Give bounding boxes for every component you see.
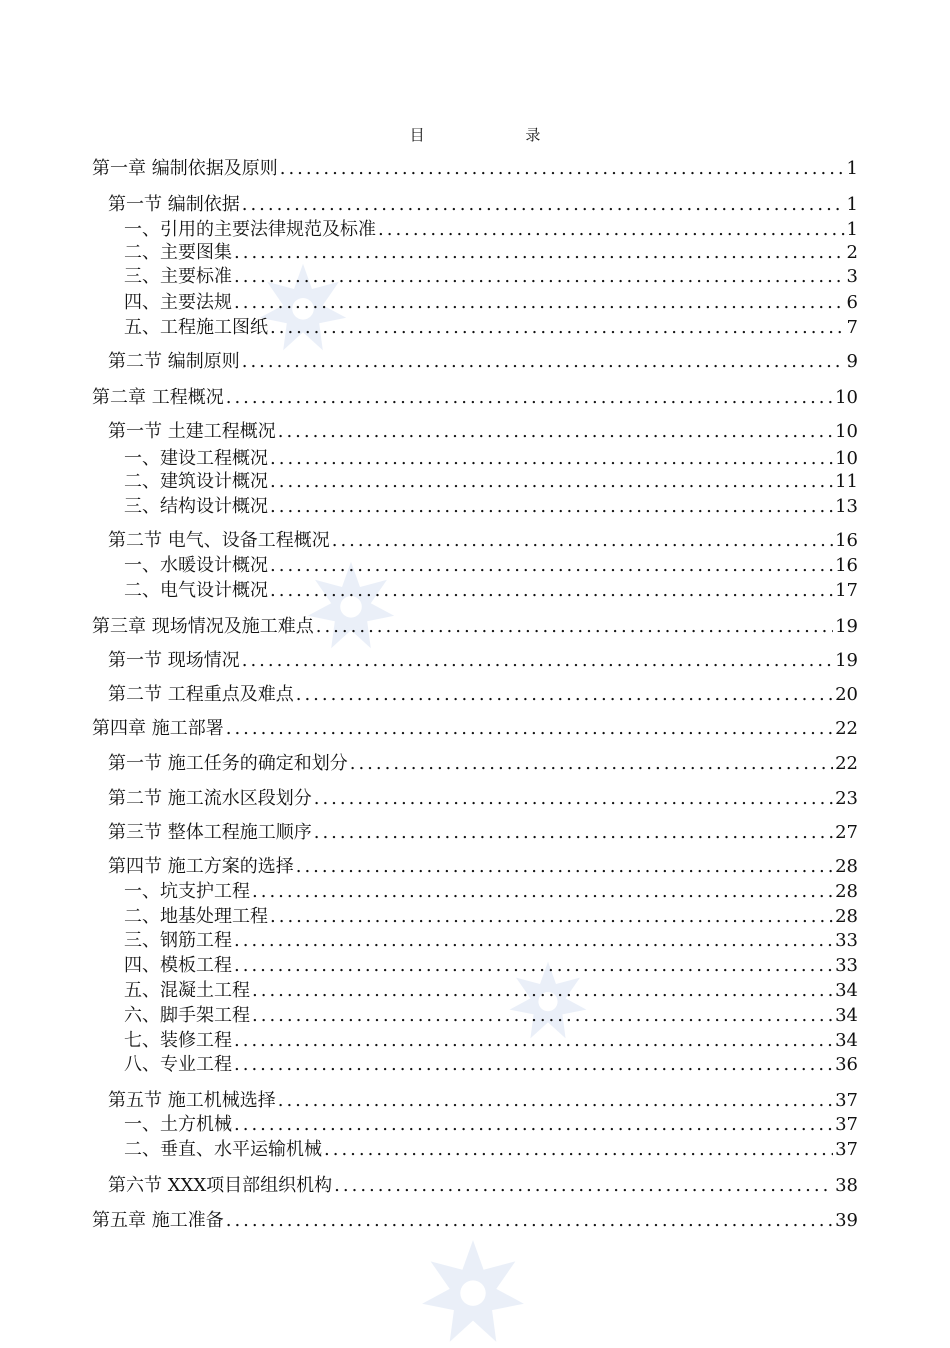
toc-entry-page-number: 28: [835, 856, 858, 877]
toc-entry-label: 一、水暖设计概况: [124, 555, 268, 576]
dot-leader: [270, 450, 833, 468]
toc-entry-label: 第一节 土建工程概况: [108, 421, 276, 442]
toc-entry-label: 第一节 现场情况: [108, 650, 240, 671]
toc-entry-page-number: 34: [835, 980, 858, 1001]
toc-entry-label: 五、混凝土工程: [124, 980, 250, 1001]
toc-entry-page-number: 39: [835, 1210, 858, 1231]
toc-entry-page-number: 10: [835, 387, 858, 408]
toc-entry-label: 二、电气设计概况: [124, 580, 268, 601]
toc-entry[interactable]: [108, 1177, 858, 1195]
toc-entry-page-number: 10: [835, 448, 858, 469]
toc-entry-label: 第六节 XXX项目部组织机构: [108, 1175, 333, 1196]
dot-leader: [234, 1056, 833, 1074]
toc-entry[interactable]: [108, 652, 858, 670]
dot-leader: [226, 389, 833, 407]
toc-entry-label: 第二节 施工流水区段划分: [108, 788, 312, 809]
toc-entry-page-number: 22: [835, 718, 858, 739]
dot-leader: [234, 244, 845, 262]
toc-entry-page-number: 23: [835, 788, 858, 809]
toc-entry-label: 第二节 编制原则: [108, 351, 240, 372]
dot-leader: [226, 1212, 833, 1230]
toc-entry-page-number: 28: [835, 881, 858, 902]
dot-leader: [316, 618, 833, 636]
toc-entry-label: 二、地基处理工程: [124, 906, 268, 927]
toc-entry[interactable]: [108, 824, 858, 842]
toc-entry-label: 四、模板工程: [124, 955, 232, 976]
toc-entry[interactable]: [124, 1116, 858, 1134]
toc-entry[interactable]: [124, 294, 858, 312]
toc-entry[interactable]: [124, 582, 858, 600]
toc-entry[interactable]: [108, 790, 858, 808]
toc-entry-label: 三、钢筋工程: [124, 930, 232, 951]
toc-entry[interactable]: [92, 720, 858, 738]
toc-entry[interactable]: [124, 450, 858, 468]
dot-leader: [252, 883, 833, 901]
toc-entry-page-number: 17: [835, 580, 858, 601]
toc-entry-page-number: 19: [835, 616, 858, 637]
toc-entry[interactable]: [108, 1092, 858, 1110]
toc-entry-page-number: 1: [846, 219, 858, 240]
toc-entry-page-number: 9: [846, 351, 858, 372]
toc-entry-page-number: 36: [835, 1054, 858, 1075]
toc-entry[interactable]: [108, 353, 858, 371]
toc-entry[interactable]: [124, 498, 858, 516]
dot-leader: [314, 824, 833, 842]
dot-leader: [332, 532, 833, 550]
toc-entry-page-number: 34: [835, 1005, 858, 1026]
dot-leader: [242, 652, 833, 670]
toc-entry-label: 第二节 工程重点及难点: [108, 684, 294, 705]
toc-entry-page-number: 22: [835, 753, 858, 774]
toc-entry[interactable]: [108, 532, 858, 550]
toc-entry-page-number: 19: [835, 650, 858, 671]
toc-entry-label: 第一节 编制依据: [108, 194, 240, 215]
toc-entry-page-number: 33: [835, 930, 858, 951]
toc-entry-label: 一、建设工程概况: [124, 448, 268, 469]
toc-entry-page-number: 28: [835, 906, 858, 927]
toc-entry-label: 第三章 现场情况及施工难点: [92, 616, 314, 637]
dot-leader: [334, 1177, 833, 1195]
toc-entry[interactable]: [124, 957, 858, 975]
toc-entry-label: 第四章 施工部署: [92, 718, 224, 739]
toc-entry[interactable]: [124, 1141, 858, 1159]
toc-entry-label: 三、主要标准: [124, 266, 232, 287]
toc-entry-label: 一、引用的主要法律规范及标准: [124, 219, 376, 240]
toc-entry-label: 三、结构设计概况: [124, 496, 268, 517]
dot-leader: [314, 790, 833, 808]
dot-leader: [234, 957, 833, 975]
toc-entry-label: 第四节 施工方案的选择: [108, 856, 294, 877]
toc-entry-page-number: 37: [835, 1114, 858, 1135]
dot-leader: [378, 221, 845, 239]
toc-entry-page-number: 38: [835, 1175, 858, 1196]
toc-entry-page-number: 13: [835, 496, 858, 517]
page-title: 目 录: [409, 126, 589, 144]
toc-entry[interactable]: [124, 244, 858, 262]
dot-leader: [234, 1116, 833, 1134]
toc-entry-label: 五、工程施工图纸: [124, 317, 268, 338]
dot-leader: [350, 755, 833, 773]
toc-entry[interactable]: [124, 1032, 858, 1050]
toc-entry[interactable]: [108, 196, 858, 214]
toc-entry-label: 第三节 整体工程施工顺序: [108, 822, 312, 843]
toc-entry[interactable]: [124, 1007, 858, 1025]
toc-entry[interactable]: [108, 755, 858, 773]
dot-leader: [278, 423, 833, 441]
toc-entry[interactable]: [124, 319, 858, 337]
toc-entry-page-number: 1: [846, 194, 858, 215]
toc-entry[interactable]: [124, 883, 858, 901]
toc-entry[interactable]: [92, 618, 858, 636]
toc-entry-page-number: 7: [846, 317, 858, 338]
toc-entry-label: 二、建筑设计概况: [124, 471, 268, 492]
dot-leader: [252, 1007, 833, 1025]
dot-leader: [270, 582, 833, 600]
toc-entry-page-number: 11: [835, 471, 858, 492]
toc-entry-page-number: 33: [835, 955, 858, 976]
dot-leader: [280, 160, 845, 178]
toc-entry[interactable]: [124, 908, 858, 926]
dot-leader: [296, 858, 833, 876]
toc-entry-label: 七、装修工程: [124, 1030, 232, 1051]
watermark-logo-icon: [418, 1238, 528, 1344]
toc-entry-page-number: 27: [835, 822, 858, 843]
toc-entry[interactable]: [124, 221, 858, 239]
toc-entry-page-number: 20: [835, 684, 858, 705]
toc-entry[interactable]: [108, 686, 858, 704]
toc-entry-label: 第五章 施工准备: [92, 1210, 224, 1231]
toc-entry[interactable]: [124, 1056, 858, 1074]
toc-entry[interactable]: [108, 423, 858, 441]
toc-entry[interactable]: [124, 268, 858, 286]
toc-entry-label: 第二章 工程概况: [92, 387, 224, 408]
dot-leader: [270, 908, 833, 926]
toc-entry[interactable]: [124, 932, 858, 950]
dot-leader: [324, 1141, 833, 1159]
toc-entry[interactable]: [108, 858, 858, 876]
dot-leader: [270, 319, 845, 337]
toc-entry-label: 六、脚手架工程: [124, 1005, 250, 1026]
toc-entry[interactable]: [92, 160, 858, 178]
toc-entry[interactable]: [124, 473, 858, 491]
dot-leader: [242, 353, 845, 371]
toc-entry-page-number: 34: [835, 1030, 858, 1051]
toc-entry-page-number: 6: [846, 292, 858, 313]
toc-entry-label: 八、专业工程: [124, 1054, 232, 1075]
toc-entry-page-number: 37: [835, 1139, 858, 1160]
dot-leader: [242, 196, 845, 214]
toc-entry-page-number: 1: [846, 158, 858, 179]
toc-entry-page-number: 37: [835, 1090, 858, 1111]
dot-leader: [234, 268, 845, 286]
toc-entry-label: 第一节 施工任务的确定和划分: [108, 753, 348, 774]
toc-entry[interactable]: [124, 982, 858, 1000]
toc-entry[interactable]: [124, 557, 858, 575]
dot-leader: [270, 473, 833, 491]
toc-entry-page-number: 16: [835, 530, 858, 551]
toc-entry-page-number: 10: [835, 421, 858, 442]
toc-entry-label: 一、土方机械: [124, 1114, 232, 1135]
toc-entry-label: 第二节 电气、设备工程概况: [108, 530, 330, 551]
dot-leader: [234, 1032, 833, 1050]
toc-entry-label: 一、坑支护工程: [124, 881, 250, 902]
dot-leader: [226, 720, 833, 738]
toc-entry-label: 二、垂直、水平运输机械: [124, 1139, 322, 1160]
toc-entry-label: 二、主要图集: [124, 242, 232, 263]
dot-leader: [278, 1092, 833, 1110]
toc-entry-label: 第五节 施工机械选择: [108, 1090, 276, 1111]
toc-entry-page-number: 2: [846, 242, 858, 263]
toc-entry-page-number: 3: [846, 266, 858, 287]
dot-leader: [270, 557, 833, 575]
toc-entry-label: 第一章 编制依据及原则: [92, 158, 278, 179]
dot-leader: [270, 498, 833, 516]
toc-entry-page-number: 16: [835, 555, 858, 576]
toc-entry-label: 四、主要法规: [124, 292, 232, 313]
toc-entry[interactable]: [92, 1212, 858, 1230]
dot-leader: [234, 932, 833, 950]
dot-leader: [296, 686, 833, 704]
toc-entry[interactable]: [92, 389, 858, 407]
dot-leader: [234, 294, 845, 312]
dot-leader: [252, 982, 833, 1000]
